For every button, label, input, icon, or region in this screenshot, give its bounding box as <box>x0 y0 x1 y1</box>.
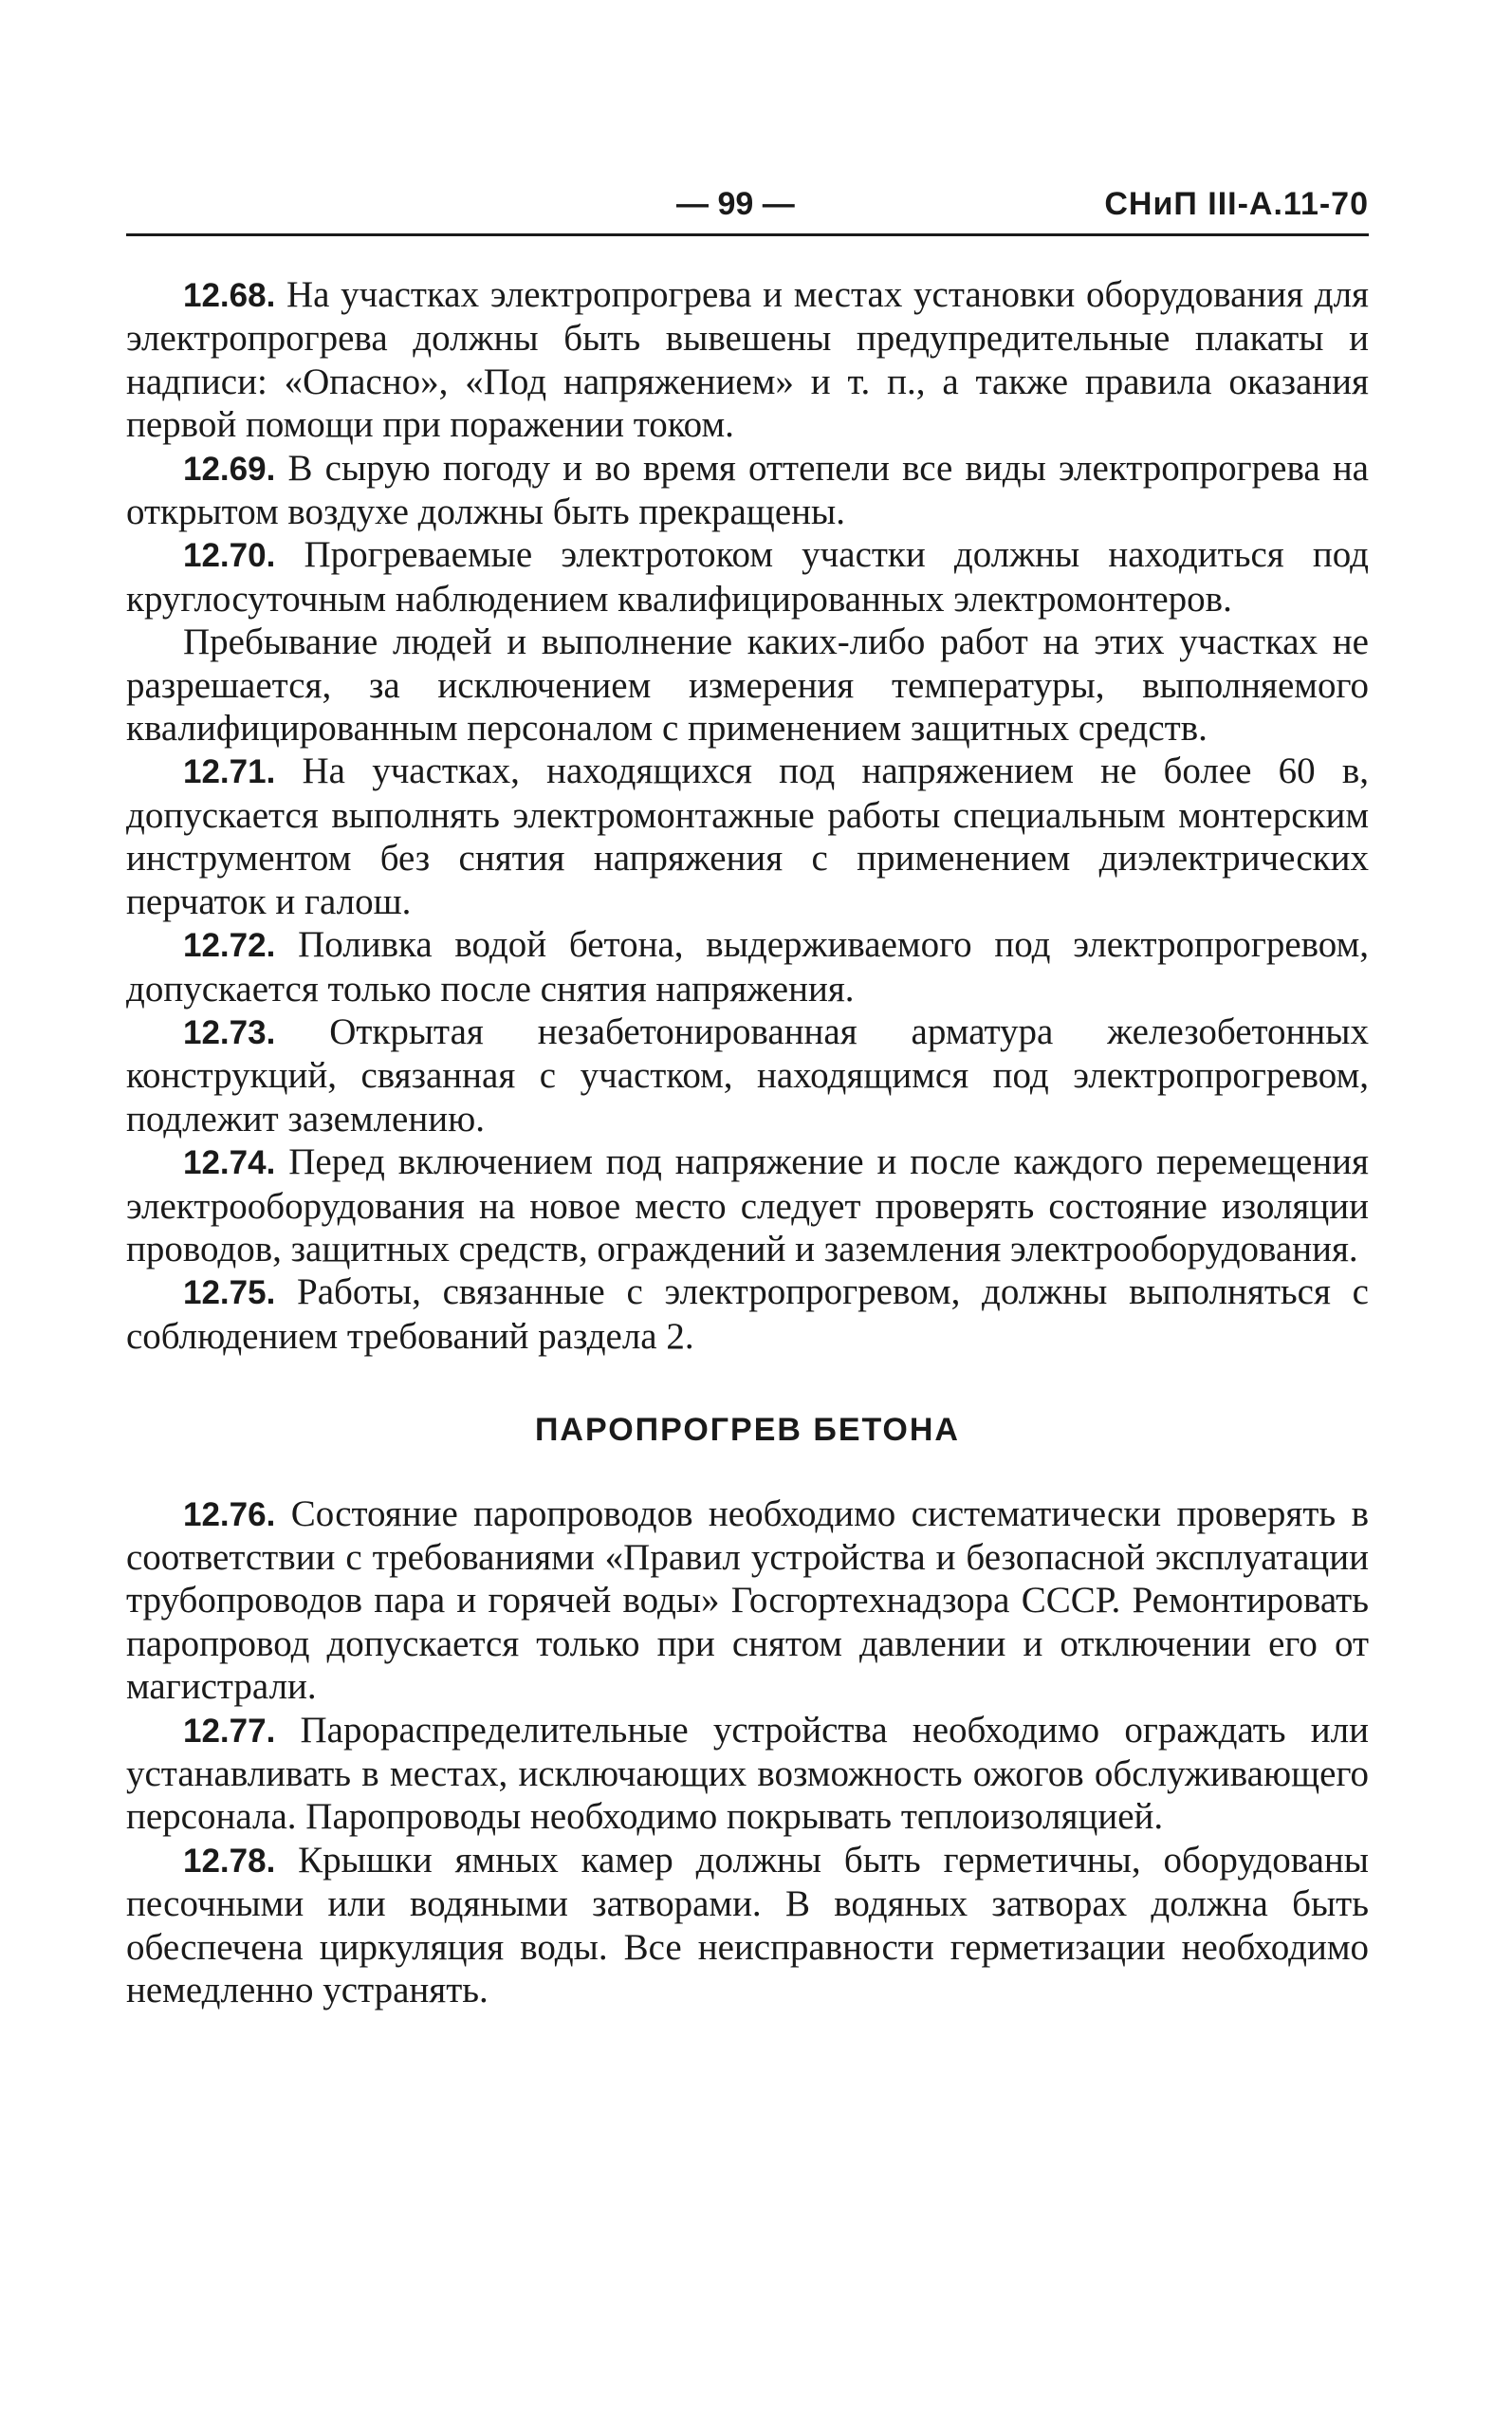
clause-number: 12.68. <box>183 277 276 314</box>
clause-text: Состояние паропроводов необходимо систематически проверять в соответствии с требованиями «Правил устройства и безопасной эксплуатации трубопроводов пара и горячей воды» Госгортехнадзора СССР. Ремонтировать паропровод допускается только при снятом давлении и отключении его от магистрали. <box>126 1492 1369 1708</box>
paragraph-12-76 <box>126 1492 1369 1709</box>
clause-number: 12.77. <box>183 1712 276 1750</box>
document-code: СНиП III-А.11-70 <box>1104 186 1369 222</box>
clause-text: Поливка водой бетона, выдерживаемого под электропрогревом, допускается только после снятия напряжения. <box>126 924 1369 1010</box>
clause-number: 12.76. <box>183 1495 276 1533</box>
paragraph-12-69 <box>126 447 1369 534</box>
clause-text: В сырую погоду и во время оттепели все виды электропрогрева на открытом воздухе должны быть прекращены. <box>126 447 1369 533</box>
clause-text: Прогреваемые электротоком участки должны находиться под круглосуточным наблюдением квалифицированных электромонтеров. <box>126 534 1369 620</box>
clause-text: Работы, связанные с электропрогревом, должны выполняться с соблюдением требований раздела 2. <box>126 1271 1369 1357</box>
clause-text: Перед включением под напряжение и после каждого перемещения электрооборудования на новое место следует проверять состояние изоляции проводов, защитных средств, ограждений и заземления электрооборудования. <box>126 1141 1369 1269</box>
clause-text: Открытая незабетонированная арматура железобетонных конструкций, связанная с участком, находящимся под электропрогревом, подлежит заземлению. <box>126 1010 1369 1140</box>
page-number: — 99 — <box>676 186 795 222</box>
clause-number: 12.74. <box>183 1144 276 1182</box>
clause-number: 12.75. <box>183 1274 276 1312</box>
paragraph-12-78 <box>126 1839 1369 2012</box>
clause-number: 12.72. <box>183 927 276 965</box>
clause-number: 12.78. <box>183 1842 276 1880</box>
body-text <box>126 273 1369 2011</box>
paragraph-12-70-continued <box>126 621 1369 750</box>
section-title: ПАРОПРОГРЕВ БЕТОНА <box>534 1412 960 1449</box>
clause-text: На участках, находящихся под напряжением не более 60 в, допускается выполнять электромонтажные работы специальным монтерским инструментом без снятия напряжения с применением диэлектрических перчаток и галош. <box>126 750 1369 922</box>
header-rule <box>126 233 1369 236</box>
clause-number: 12.71. <box>183 753 276 791</box>
paragraph-12-71 <box>126 750 1369 923</box>
paragraph-12-73 <box>126 1010 1369 1140</box>
paragraph-12-77 <box>126 1709 1369 1839</box>
clause-text: Крышки ямных камер должны быть герметичны, оборудованы песочными или водяными затворами. В водяных затворах должна быть обеспечена циркуляция воды. Все неисправности герметизации необходимо немедленно устранять. <box>126 1839 1369 2011</box>
clause-text: На участках электропрогрева и местах установки оборудования для электропрогрева должны быть вывешены предупредительные плакаты и надписи: «Опасно», «Под напряжением» и т. п., а также правила оказания первой помощи при поражении током. <box>126 274 1369 446</box>
paragraph-12-68 <box>126 273 1369 447</box>
page-header <box>126 186 1369 228</box>
clause-text: Пребывание людей и выполнение каких-либо работ на этих участках не разрешается, за исключением измерения температуры, выполняемого квалифицированным персоналом с применением защитных средств. <box>126 621 1369 750</box>
paragraph-12-70 <box>126 533 1369 621</box>
paragraph-12-74 <box>126 1140 1369 1270</box>
paragraph-12-75 <box>126 1270 1369 1358</box>
clause-number: 12.69. <box>183 450 276 488</box>
clause-text: Парораспределительные устройства необходимо ограждать или устанавливать в местах, исключающих возможность ожогов обслуживающего персонала. Паропроводы необходимо покрывать теплоизоляцией. <box>126 1709 1369 1838</box>
paragraph-12-72 <box>126 923 1369 1010</box>
clause-number: 12.73. <box>183 1013 276 1051</box>
clause-number: 12.70. <box>183 537 276 575</box>
